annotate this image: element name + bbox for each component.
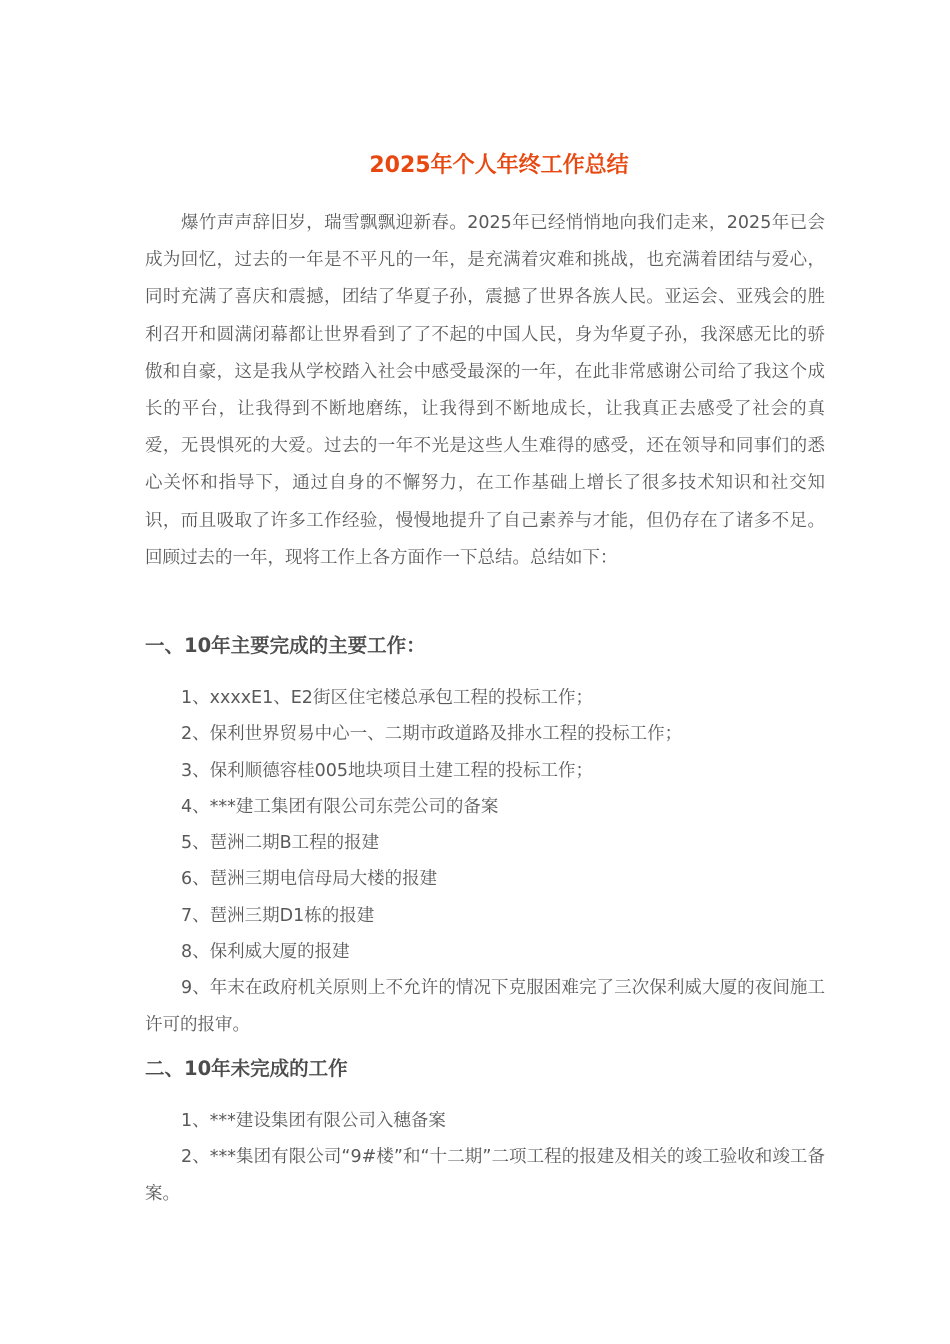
list-item: 2、保利世界贸易中心一、二期市政道路及排水工程的投标工作； (181, 724, 683, 745)
list-item: 7、琶洲三期D1栋的报建 (181, 905, 375, 926)
document-title: 2025年个人年终工作总结 (369, 152, 629, 178)
list-item: 1、xxxxE1、E2街区住宅楼总承包工程的投标工作； (181, 688, 593, 708)
list-item: 5、琶洲二期B工程的报建 (181, 833, 380, 854)
section-heading-completed: 一、10年主要完成的主要工作： (145, 634, 426, 657)
unfinished-work-list (145, 1103, 825, 1212)
list-item: 2、***集团有限公司“9#楼”和“十二期”二项工程的报建及相关的竣工验收和竣工备案。 (145, 1147, 825, 1204)
list-item: 6、琶洲三期电信母局大楼的报建 (181, 869, 438, 890)
list-item: 1、***建设集团有限公司入穗备案 (181, 1111, 446, 1131)
list-item: 8、保利威大厦的报建 (181, 942, 350, 963)
list-item: 3、保利顺德容桂005地块项目土建工程的投标工作； (181, 760, 594, 781)
list-item: 9、年末在政府机关原则上不允许的情况下克服困难完了三次保利威大厦的夜间施工许可的报审。 (145, 978, 825, 1035)
section-heading-unfinished: 二、10年未完成的工作 (145, 1057, 348, 1080)
list-item: 4、***建工集团有限公司东莞公司的备案 (181, 796, 499, 817)
completed-work-list (145, 680, 825, 1043)
intro-paragraph: 爆竹声声辞旧岁，瑞雪飘飘迎新春。2025年已经悄悄地向我们走来，2025年已会成为回忆，过去的一年是不平凡的一年，是充满着灾难和挑战，也充满着团结与爱心，同时充满了喜庆和震撼，团结了华夏子孙，震撼了世界各族人民。亚运会、亚残会的胜利召开和圆满闭幕都让世界看到了了不起的中国人民，身为华夏子孙，我深感无比的骄傲和自豪，这是我从学校踏入社会中感受最深的一年，在此非常感谢公司给了我这个成长的平台，让我得到不断地磨练，让我得到不断地成长，让我真正去感受了社会的真爱，无畏惧死的大爱。过去的一年不光是这些人生难得的感受，还在领导和同事们的悉心关怀和指导下，通过自身的不懈努力，在工作基础上增长了很多技术知识和社交知识，而且吸取了许多工作经验，慢慢地提升了自己素养与才能，但仍存在了诸多不足。回顾过去的一年，现将工作上各方面作一下总结。总结如下： (145, 213, 825, 568)
